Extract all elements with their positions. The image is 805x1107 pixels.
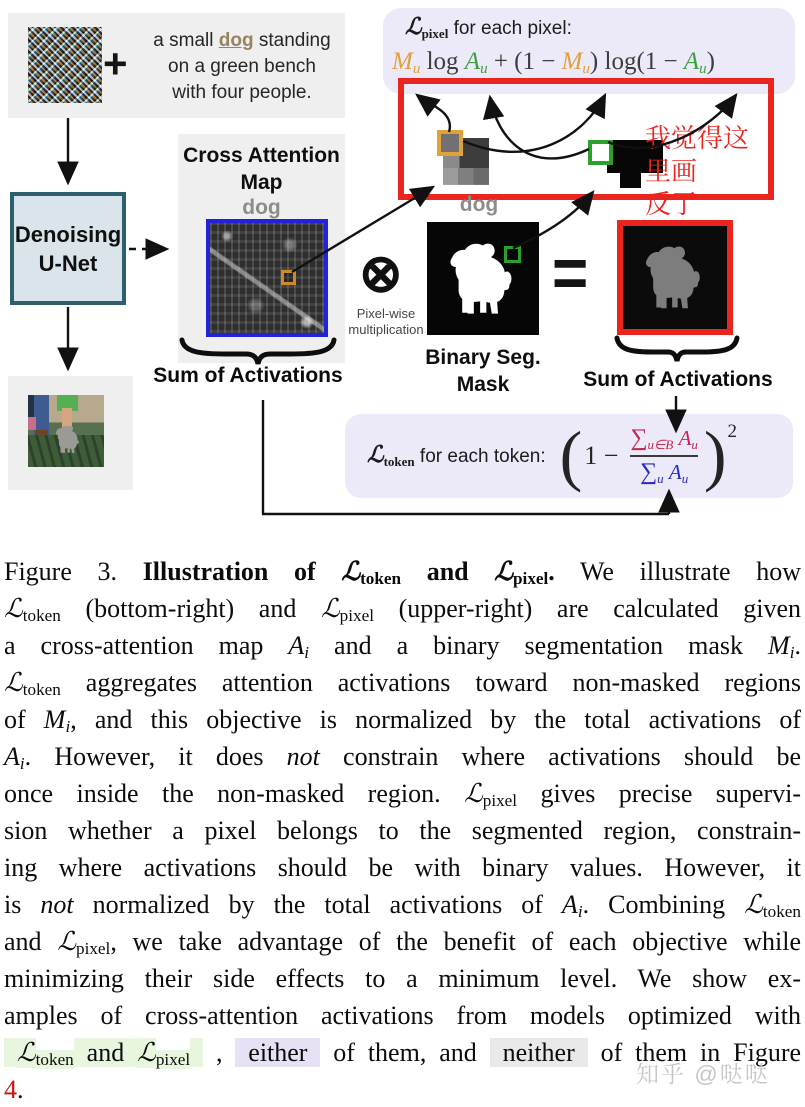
caption-line xyxy=(4,886,801,923)
orange-pixel-marker xyxy=(437,130,463,156)
prompt-line3: with four people. xyxy=(172,82,312,103)
caption-segment: . xyxy=(548,557,555,586)
formula-A1: A xyxy=(464,48,481,75)
mask-label-line2: Mask xyxy=(456,373,510,396)
caption-segment: either xyxy=(235,1038,321,1067)
caption-segment: neither xyxy=(489,1038,588,1067)
one-minus: 1 − xyxy=(584,441,619,470)
formula-A1-sub: u xyxy=(480,61,488,77)
caption-segment: . xyxy=(794,631,801,660)
binary-seg-mask-label xyxy=(420,344,546,398)
formula-A2: A xyxy=(683,48,700,75)
dog-silhouette xyxy=(451,244,512,314)
caption-line xyxy=(4,849,801,886)
sum-of-activations-right: Sum of Activations xyxy=(583,368,773,391)
caption-segment: normalized by the total activations of xyxy=(73,890,562,919)
caption-segment: constrain where activations should be xyxy=(319,742,801,771)
caption-segment: and a binary segmentation mask xyxy=(309,631,769,660)
prompt-line1-post: standing xyxy=(253,30,331,51)
caption-line xyxy=(4,997,801,1034)
caption-segment: ℒ xyxy=(320,594,340,624)
equals-sign: = xyxy=(552,233,589,314)
caption-segment: token xyxy=(762,902,801,921)
plus-sign: + xyxy=(103,40,128,87)
caption-segment: token xyxy=(22,606,61,625)
ltoken-title xyxy=(367,442,546,470)
fraction xyxy=(624,425,703,487)
underbrace-right xyxy=(617,338,737,361)
caption-segment: not xyxy=(286,742,320,771)
fraction-denominator xyxy=(630,455,698,487)
caption-segment: amples of cross-attention activations from models optimized with xyxy=(4,1001,801,1030)
caption-segment: of them in Figure xyxy=(587,1038,802,1067)
sum-op-num: ∑ xyxy=(630,425,648,451)
caption-segment: pixel xyxy=(155,1050,191,1069)
paren-open: ( xyxy=(559,417,583,494)
chinese-annotation xyxy=(645,122,770,221)
photo-pink-blob xyxy=(28,417,36,430)
caption-segment: ℒ xyxy=(4,668,23,698)
ltoken-intro: for each token: xyxy=(414,446,546,467)
pixelwise-multiply-icon: ⊗ xyxy=(359,245,403,303)
formula-log1: log xyxy=(420,48,465,75)
caption-segment: of them, and xyxy=(320,1038,490,1067)
photo-dog xyxy=(56,426,79,453)
ltoken-L: ℒ xyxy=(367,442,384,467)
formula-end: ) xyxy=(706,48,715,75)
pixelwise-line2: multiplication xyxy=(348,322,424,337)
paren-close: ) xyxy=(703,417,727,494)
caption-segment: gives precise supervi- xyxy=(517,779,801,808)
cam-title-line2: Map xyxy=(240,171,283,194)
caption-segment: ℒ xyxy=(4,594,23,624)
num-A: A xyxy=(678,426,692,450)
caption-segment: minimizing their side effects to a minimum level. We show ex- xyxy=(4,964,801,993)
formula-M2-sub: u xyxy=(582,61,590,77)
zhihu-watermark: 知乎 @哒哒 xyxy=(636,1061,770,1087)
generated-image xyxy=(28,395,104,467)
caption-line xyxy=(4,775,801,812)
caption-segment: ℒ xyxy=(744,890,763,920)
formula-M1-sub: u xyxy=(412,61,421,77)
green-pixel-marker-mask xyxy=(504,246,521,263)
lpixel-L-sub: pixel xyxy=(421,26,449,41)
lpixel-L: ℒ xyxy=(405,14,422,39)
caption-segment: pixel xyxy=(482,791,518,810)
caption-segment: once inside the non-masked region. xyxy=(4,779,465,808)
caption-segment: token xyxy=(360,569,402,588)
caption-segment: Figure 3. xyxy=(4,557,143,586)
caption-segment: 4 xyxy=(4,1075,17,1104)
caption-segment: pixel xyxy=(339,606,374,625)
caption-segment: ℒ xyxy=(341,557,361,587)
caption-segment: i xyxy=(19,754,25,773)
caption-segment: a cross-attention map xyxy=(4,631,289,660)
unet-line2: U-Net xyxy=(38,250,98,276)
caption-segment: and xyxy=(73,1038,138,1067)
ltoken-L-sub: token xyxy=(383,454,415,469)
cam-title-line1: Cross Attention xyxy=(183,144,340,167)
caption-segment: is xyxy=(4,890,41,919)
caption-segment: ℒ xyxy=(494,557,514,587)
caption-segment: M xyxy=(43,705,66,734)
caption-segment: ℒ xyxy=(464,779,483,809)
caption-line xyxy=(4,701,801,738)
prompt-dog-token: dog xyxy=(218,30,254,51)
prompt-text xyxy=(141,28,343,106)
formula-A2-sub: u xyxy=(699,61,707,77)
caption-segment: and xyxy=(401,557,495,586)
prompt-line1-pre: a small xyxy=(153,30,219,51)
mask-label-line1: Binary Seg. xyxy=(425,346,541,369)
caption-segment: pixel xyxy=(76,939,111,958)
caption-segment: of xyxy=(4,705,44,734)
caption-segment: aggregates attention activations toward non-masked regions xyxy=(60,668,801,697)
mask-patch-black-foot xyxy=(620,173,641,188)
lpixel-formula xyxy=(392,48,792,78)
caption-segment: M xyxy=(768,631,790,660)
caption-segment: ℒ xyxy=(137,1038,156,1068)
num-A-sub: u xyxy=(691,437,698,452)
caption-segment: i xyxy=(577,902,583,921)
cross-attention-map-image xyxy=(206,219,328,337)
noise-latent-image xyxy=(28,27,102,103)
caption-line xyxy=(4,590,801,627)
denoising-unet-box xyxy=(10,192,126,305)
caption-segment: , xyxy=(203,1038,236,1067)
prompt-line2: on a green bench xyxy=(168,56,316,77)
den-A: A xyxy=(668,460,682,484)
caption-segment: ing where activations should be with binary values. However, it xyxy=(4,853,801,882)
caption-segment: token xyxy=(22,680,61,699)
sum-of-activations-left: Sum of Activations xyxy=(153,364,343,387)
caption-segment: . Combining xyxy=(582,890,745,919)
caption-segment: sion whether a pixel belongs to the segmented region, constrain- xyxy=(4,816,801,845)
caption-line xyxy=(4,738,801,775)
caption-segment: , and this objective is normalized by the total activations of xyxy=(70,705,801,734)
caption-segment: pixel xyxy=(513,569,549,588)
caption-segment: i xyxy=(304,643,310,662)
caption-segment: (bottom-right) and xyxy=(60,594,321,623)
caption-segment xyxy=(4,1038,17,1067)
sum-sub-num: u∈B xyxy=(647,437,674,452)
caption xyxy=(4,553,801,1107)
caption-segment: A xyxy=(561,890,578,919)
caption-segment: i xyxy=(65,717,71,736)
formula-M2: M xyxy=(561,48,583,75)
formula-log2: ) log(1 − xyxy=(589,48,684,75)
sum-sub-den: u xyxy=(657,471,664,486)
patch-dog-label: dog xyxy=(459,193,499,216)
caption-segment: ℒ xyxy=(16,1038,36,1068)
caption-segment: ℒ xyxy=(57,927,76,957)
caption-segment: A xyxy=(4,742,20,771)
caption-line xyxy=(4,553,801,590)
cam-token-label: dog xyxy=(242,196,281,219)
caption-line xyxy=(4,664,801,701)
orange-pixel-marker-map xyxy=(281,270,296,285)
caption-line xyxy=(4,627,801,664)
caption-segment: not xyxy=(40,890,74,919)
binary-seg-mask-image xyxy=(427,222,539,335)
caption-line xyxy=(4,960,801,997)
caption-segment: , we take advantage of the benefit of each objective while xyxy=(110,927,801,956)
ltoken-loss-box xyxy=(345,414,793,498)
formula-mid: + (1 − xyxy=(487,48,562,75)
caption-line xyxy=(4,812,801,849)
caption-segment: i xyxy=(789,643,795,662)
sum-op-den: ∑ xyxy=(640,459,658,485)
pixelwise-caption xyxy=(336,306,436,338)
pixelwise-line1: Pixel-wise xyxy=(356,306,416,321)
lpixel-intro: for each pixel: xyxy=(448,18,572,39)
green-pixel-marker xyxy=(588,140,613,165)
caption-segment xyxy=(190,1038,203,1067)
caption-segment: . However, it does xyxy=(24,742,287,771)
unet-line1: Denoising xyxy=(14,221,122,247)
masked-activation-image xyxy=(617,220,733,335)
caption-segment: . xyxy=(17,1075,24,1104)
caption-segment: We illustrate how xyxy=(554,557,802,586)
dog-silhouette-faint xyxy=(646,247,700,309)
ltoken-formula xyxy=(559,417,738,494)
formula-M1: M xyxy=(392,48,413,75)
caption-segment: and xyxy=(4,927,58,956)
chinese-annotation-line1: 我觉得这里画 xyxy=(645,123,750,186)
lpixel-title xyxy=(405,14,572,42)
cross-attention-title xyxy=(178,142,345,196)
den-A-sub: u xyxy=(681,471,689,486)
fraction-numerator xyxy=(624,425,703,455)
caption-segment: Illustration of xyxy=(142,557,342,586)
exponent: 2 xyxy=(727,421,738,442)
caption-segment: A xyxy=(288,631,305,660)
caption-line xyxy=(4,923,801,960)
caption-segment: (upper-right) are calculated given xyxy=(373,594,801,623)
chinese-annotation-line2: 反了 xyxy=(645,189,698,219)
caption-segment: token xyxy=(35,1050,74,1069)
